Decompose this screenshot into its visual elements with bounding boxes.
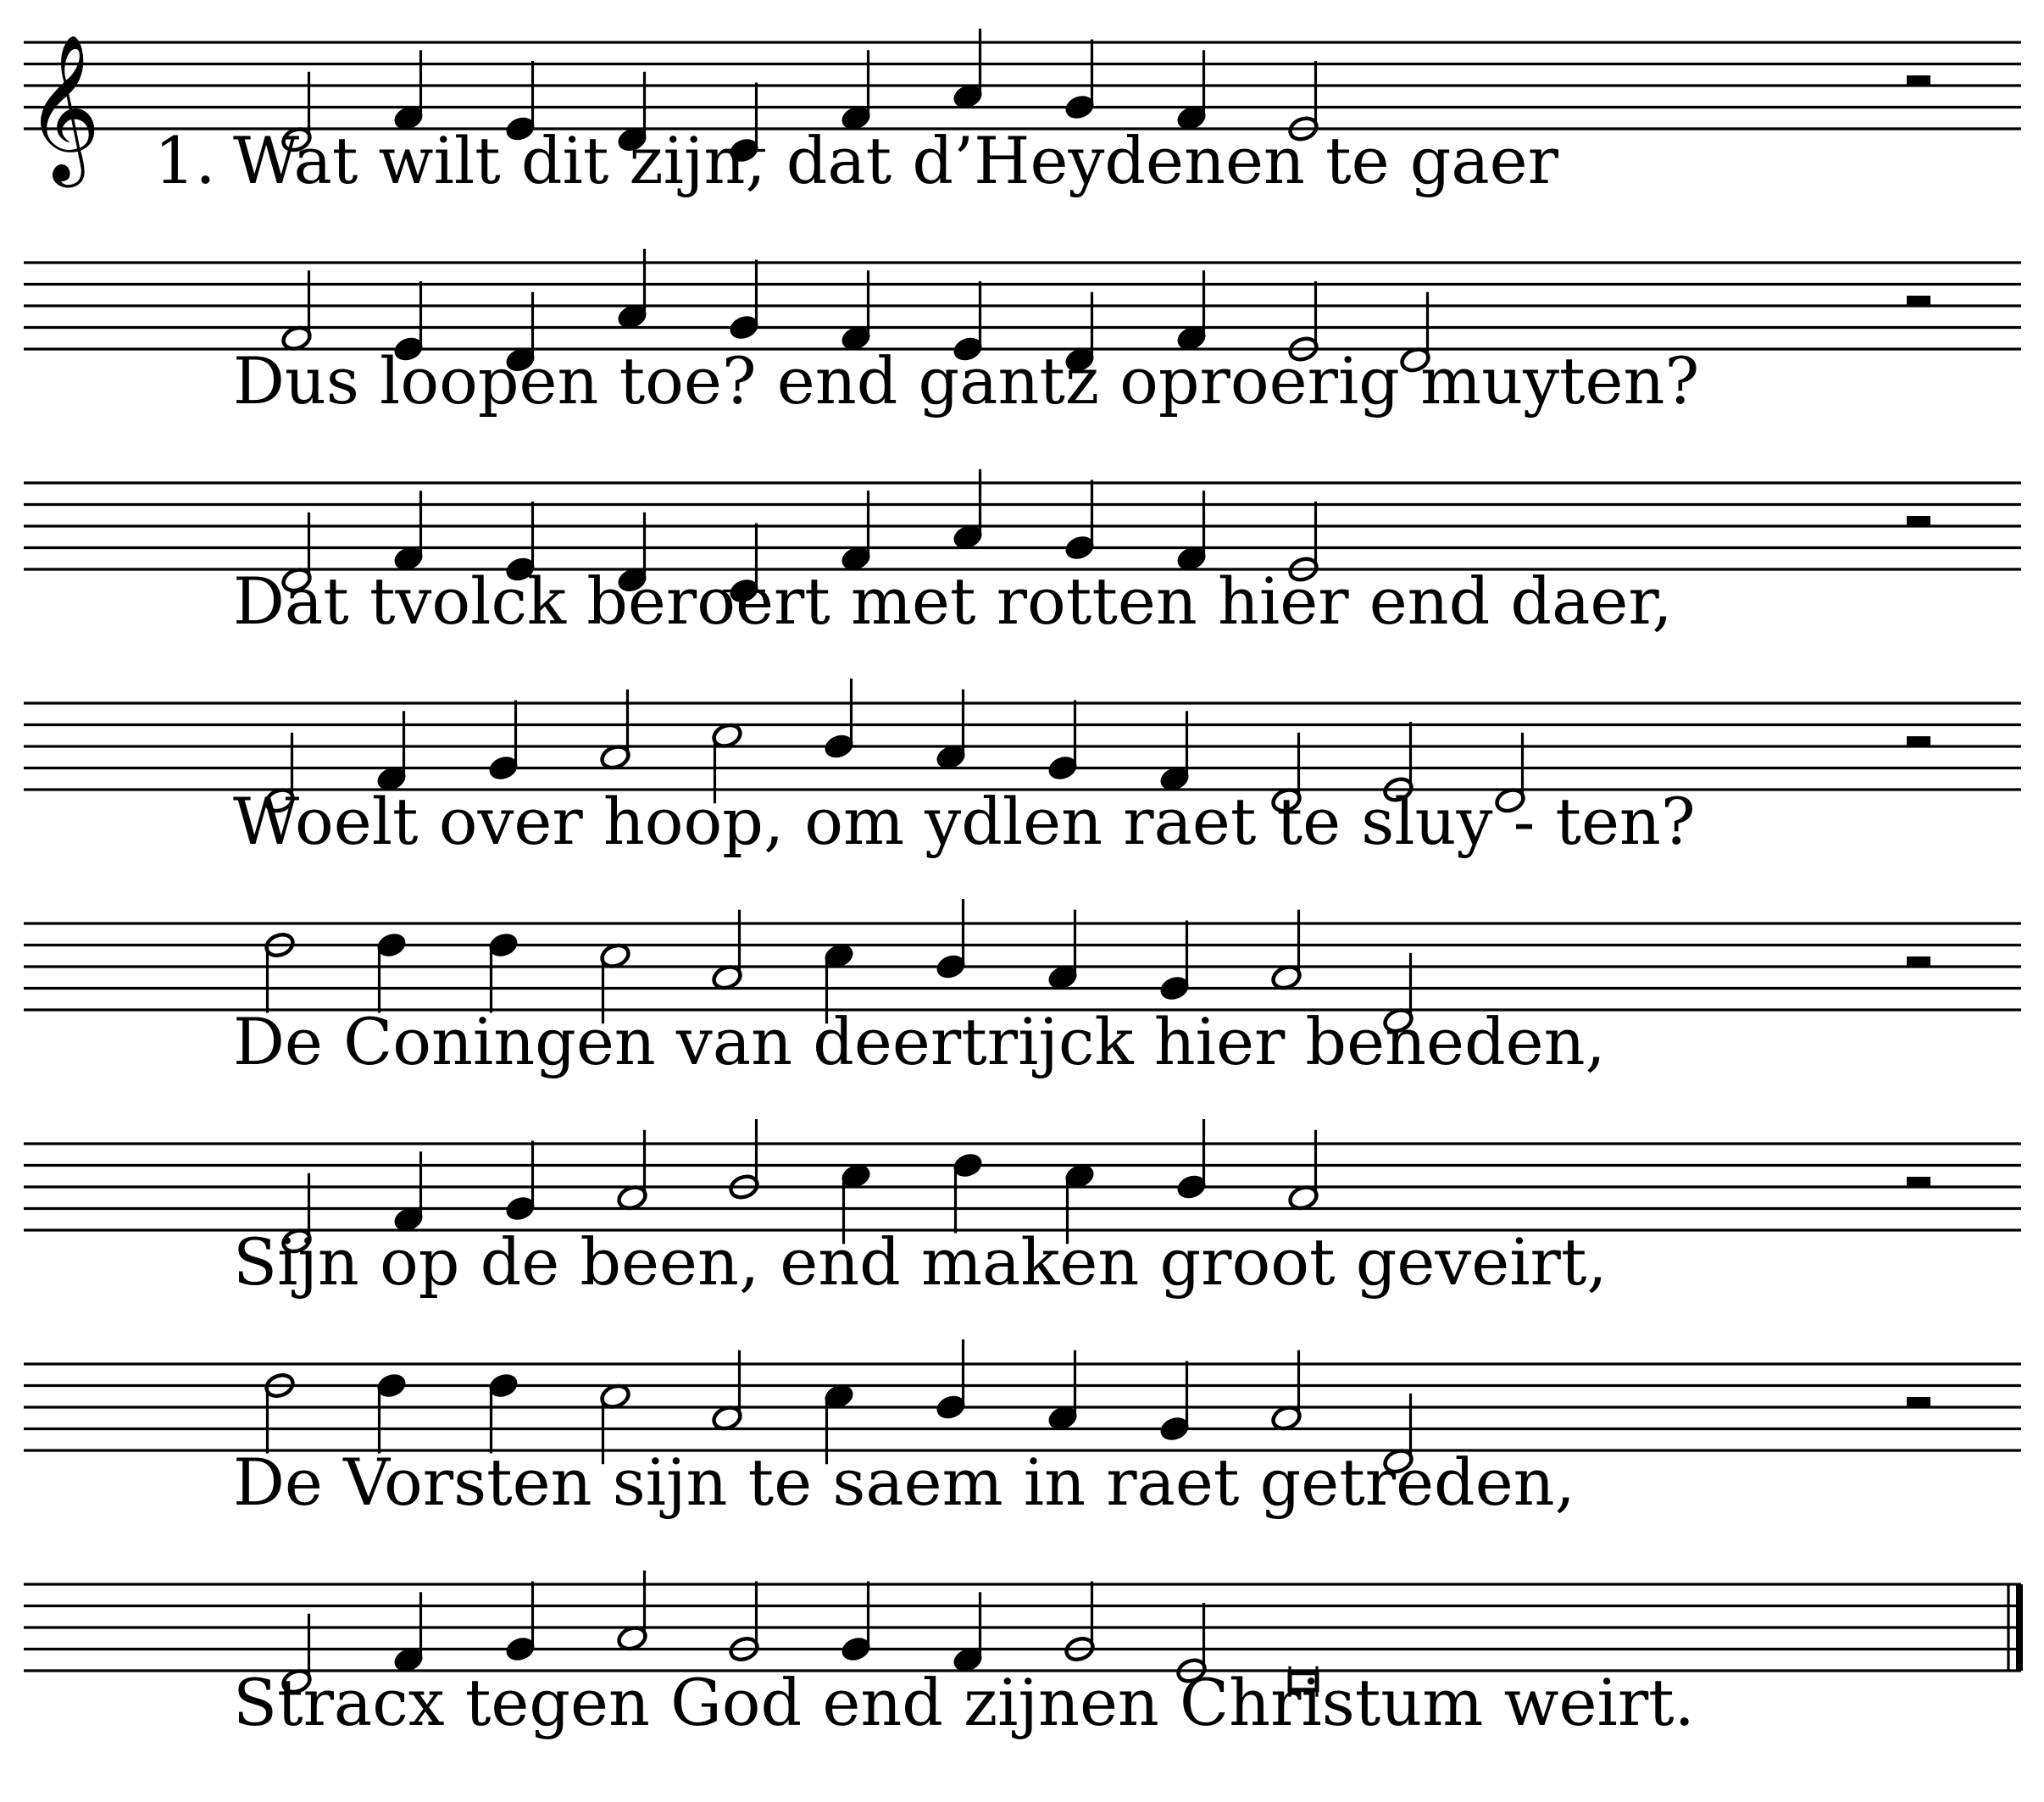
staff-system [24,679,2021,859]
lyric-line: De Coningen van deertrijck hier beneden, [233,1004,1606,1079]
note [1047,701,1079,783]
note [823,679,855,761]
note [375,931,408,1013]
staff-system [24,1119,2021,1300]
half-rest-icon [1907,736,1930,746]
lyric-line: De Vorsten sijn te saem in raet getreden, [233,1444,1575,1520]
note [1287,1130,1319,1212]
lyric-line: Sijn op de been, end maken groot geveirt, [233,1224,1608,1300]
note [392,1592,425,1674]
note [935,899,967,981]
note [1064,480,1096,563]
note [392,1151,425,1234]
final-barline-thick [2016,1584,2023,1671]
note [711,1350,743,1433]
note [392,491,425,573]
staff-system [24,29,2021,198]
note [952,1592,984,1674]
note [952,469,984,552]
note [1047,1350,1079,1433]
note [1158,921,1191,1003]
staff-system [24,469,2021,639]
note [264,1372,296,1454]
note [616,1571,648,1653]
note [1047,910,1079,992]
note [487,931,519,1013]
note [935,1339,967,1422]
note [728,1119,760,1201]
half-rest-icon [1907,75,1930,86]
half-rest-icon [1907,516,1930,526]
half-rest-icon [1907,296,1930,306]
note [504,1582,536,1664]
half-rest-icon [1907,956,1930,967]
note [840,270,872,352]
note [1158,1361,1191,1444]
note [1175,491,1208,573]
note [375,1372,408,1454]
note [1064,40,1096,122]
note [840,491,872,573]
note [599,690,631,772]
note [487,1372,519,1454]
note [728,260,760,342]
note [1175,270,1208,352]
half-rest-icon [1907,1397,1930,1407]
note [264,931,296,1013]
note [1270,910,1302,992]
lyric-line: Dus loopen toe? end gantz oproerig muyten? [233,343,1700,419]
note [616,1130,648,1212]
note [1270,1350,1302,1433]
lyric-line: Dat tvolck beroert met rotten hier end daer, [233,563,1673,639]
note [375,711,408,793]
verse-number: 1. [154,123,216,198]
note [840,50,872,132]
note [728,1582,760,1664]
note [1064,1582,1096,1664]
note [840,1582,872,1664]
note [487,701,519,783]
note [1175,50,1208,132]
note [280,270,313,352]
staff-system [24,249,2021,419]
note [392,50,425,132]
note [935,690,967,772]
note [616,249,648,331]
staff-system [24,1339,2021,1520]
treble-clef-icon: 𝄞 [25,34,101,181]
lyric-line: Woelt over hoop, om ydlen raet te sluy - ten? [233,784,1696,859]
half-rest-icon [1907,1177,1930,1187]
note [952,29,984,111]
note [1158,711,1191,793]
staff-system [24,899,2021,1079]
lyric-line: Wat wilt dit zijn, dat d’Heydenen te gaer [233,123,1558,198]
lyric-line: Stracx tegen God end zijnen Christum weirt. [233,1665,1695,1740]
staff-system [24,1571,2023,1740]
note [504,1141,536,1223]
note [1175,1119,1208,1201]
note [952,1151,984,1234]
note [711,910,743,992]
